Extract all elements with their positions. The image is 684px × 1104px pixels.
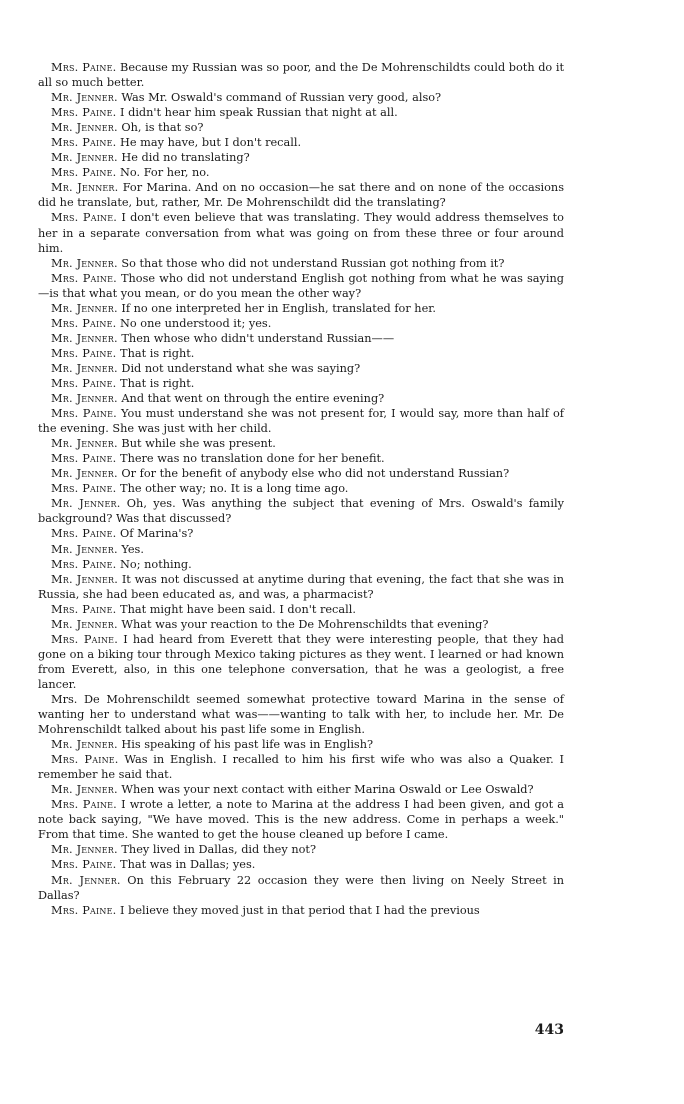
speaker-name: Mr. Jenner. xyxy=(51,497,121,511)
transcript-paragraph xyxy=(38,180,564,210)
speaker-name: Mr. Jenner. xyxy=(51,617,118,631)
spoken-text: Oh, yes. Was anything the subject that evening of Mrs. Oswald's family background? Was that discussed? xyxy=(38,497,564,526)
spoken-text: It was not discussed at anytime during that evening, the fact that she was in Russia, she had been educated as, and was, a pharmacist? xyxy=(38,572,564,601)
spoken-text: Of Marina's? xyxy=(120,527,194,541)
transcript-paragraph xyxy=(38,632,564,692)
speaker-name: Mr. Jenner. xyxy=(51,873,121,887)
speaker-name: Mr. Jenner. xyxy=(51,738,118,752)
speaker-name: Mr. Jenner. xyxy=(51,151,118,165)
speaker-name: Mrs. Paine. xyxy=(51,271,117,285)
transcript-paragraph xyxy=(38,391,564,406)
spoken-text: There was no translation done for her benefit. xyxy=(120,452,385,466)
speaker-name: Mrs. Paine. xyxy=(51,452,117,466)
speaker-name: Mr. Jenner. xyxy=(51,572,119,586)
transcript-paragraph xyxy=(38,436,564,451)
spoken-text: When was your next contact with either Marina Oswald or Lee Oswald? xyxy=(121,783,534,797)
spoken-text: Oh, is that so? xyxy=(121,121,204,135)
speaker-name: Mr. Jenner. xyxy=(51,437,118,451)
spoken-text: What was your reaction to the De Mohrenschildts that evening? xyxy=(121,617,489,631)
spoken-text: That might have been said. I don't recall. xyxy=(120,602,356,616)
spoken-text: You must understand she was not present for, I would say, more than half of the evening. She was just with her child. xyxy=(38,407,564,436)
transcript-paragraph xyxy=(38,271,564,301)
transcript-paragraph xyxy=(38,210,564,255)
transcript-paragraph xyxy=(38,301,564,316)
speaker-name: Mr. Jenner. xyxy=(51,843,118,857)
transcript-paragraph xyxy=(38,617,564,632)
spoken-text: For Marina. And on no occasion—he sat there and on none of the occasions did he translate, but, rather, Mr. De Mohrenschildt did the translating? xyxy=(38,181,564,210)
speaker-name: Mrs. Paine. xyxy=(51,482,117,496)
spoken-text: That is right. xyxy=(120,346,195,360)
transcript-paragraph xyxy=(38,752,564,782)
speaker-name: Mr. Jenner. xyxy=(51,181,119,195)
speaker-name: Mrs. Paine. xyxy=(51,557,117,571)
speaker-name: Mr. Jenner. xyxy=(51,121,118,135)
spoken-text: I didn't hear him speak Russian that night at all. xyxy=(120,106,398,120)
speaker-name: Mrs. Paine. xyxy=(51,346,117,360)
speaker-name: Mrs. Paine. xyxy=(51,527,117,541)
speaker-name: Mr. Jenner. xyxy=(51,361,118,375)
speaker-name: Mrs. Paine. xyxy=(51,211,118,225)
transcript-paragraph xyxy=(38,737,564,752)
spoken-text: Those who did not understand English got nothing from what he was saying—is that what you mean, or do you mean the other way? xyxy=(38,271,564,300)
spoken-text: Then whose who didn't understand Russian—— xyxy=(121,331,395,345)
speaker-name: Mrs. Paine. xyxy=(51,106,117,120)
speaker-name: Mrs. Paine. xyxy=(51,376,117,390)
transcript-paragraph xyxy=(38,602,564,617)
transcript-paragraph xyxy=(38,481,564,496)
speaker-name: Mr. Jenner. xyxy=(51,91,118,105)
speaker-name: Mrs. Paine. xyxy=(51,316,117,330)
transcript-paragraph xyxy=(38,797,564,842)
transcript-paragraph xyxy=(38,120,564,135)
transcript-paragraph xyxy=(38,376,564,391)
spoken-text: But while she was present. xyxy=(121,437,276,451)
speaker-name: Mr. Jenner. xyxy=(51,256,118,270)
transcript-paragraph xyxy=(38,782,564,797)
transcript-paragraph xyxy=(38,346,564,361)
spoken-text: I don't even believe that was translating. They would address themselves to her in a separate conversation from what was going on from these three or four around him. xyxy=(38,211,564,255)
transcript-paragraph xyxy=(38,526,564,541)
transcript-paragraph xyxy=(38,316,564,331)
speaker-name: Mrs. Paine. xyxy=(51,166,117,180)
transcript-paragraph xyxy=(38,496,564,526)
transcript-paragraph xyxy=(38,466,564,481)
spoken-text: He may have, but I don't recall. xyxy=(120,136,302,150)
transcript-paragraph xyxy=(38,165,564,180)
transcript-paragraph xyxy=(38,542,564,557)
speaker-name: Mr. Jenner. xyxy=(51,331,118,345)
transcript-paragraph xyxy=(38,572,564,602)
transcript-paragraph xyxy=(38,361,564,376)
spoken-text: On this February 22 occasion they were then living on Neely Street in Dallas? xyxy=(38,873,565,902)
transcript-paragraph xyxy=(38,557,564,572)
transcript-paragraph xyxy=(38,135,564,150)
transcript-paragraph xyxy=(38,150,564,165)
spoken-text: Because my Russian was so poor, and the De Mohrenschildts could both do it all so much better. xyxy=(38,61,564,90)
spoken-text: That is right. xyxy=(120,376,195,390)
spoken-text: No; nothing. xyxy=(120,557,192,571)
spoken-text: No. For her, no. xyxy=(120,166,210,180)
transcript-paragraph xyxy=(38,842,564,857)
transcript-paragraph xyxy=(38,105,564,120)
speaker-name: Mrs. Paine. xyxy=(51,753,119,767)
spoken-text: Did not understand what she was saying? xyxy=(121,361,361,375)
spoken-text: If no one interpreted her in English, translated for her. xyxy=(121,301,437,315)
spoken-text: Yes. xyxy=(121,542,144,556)
spoken-text: The other way; no. It is a long time ago. xyxy=(120,482,349,496)
speaker-name: Mrs. Paine. xyxy=(51,632,119,646)
spoken-text: So that those who did not understand Russian got nothing from it? xyxy=(121,256,505,270)
speaker-name: Mr. Jenner. xyxy=(51,392,118,406)
transcript-paragraph xyxy=(38,451,564,466)
speaker-name: Mrs. Paine. xyxy=(51,798,117,812)
transcript-paragraph xyxy=(38,692,564,737)
spoken-text: No one understood it; yes. xyxy=(120,316,272,330)
speaker-name: Mrs. Paine. xyxy=(51,407,117,421)
transcript-paragraph xyxy=(38,857,564,872)
spoken-text: He did no translating? xyxy=(121,151,250,165)
speaker-name: Mr. Jenner. xyxy=(51,783,118,797)
spoken-text: Was Mr. Oswald's command of Russian very good, also? xyxy=(121,91,442,105)
spoken-text: I believe they moved just in that period that I had the previous xyxy=(120,903,480,917)
spoken-text: Or for the benefit of anybody else who did not understand Russian? xyxy=(121,467,510,481)
speaker-name: Mrs. Paine. xyxy=(51,858,117,872)
spoken-text: I wrote a letter, a note to Marina at the address I had been given, and got a note back saying, "We have moved. This is the new address. Come in perhaps a week." From that time. She wanted to get the house cleaned up before I came. xyxy=(38,798,564,842)
speaker-name: Mrs. Paine. xyxy=(51,903,117,917)
transcript-paragraph xyxy=(38,903,564,918)
transcript-paragraph xyxy=(38,873,564,903)
transcript-paragraph xyxy=(38,60,564,90)
speaker-name: Mr. Jenner. xyxy=(51,542,118,556)
spoken-text: His speaking of his past life was in English? xyxy=(121,738,374,752)
transcript-paragraph xyxy=(38,256,564,271)
spoken-text: They lived in Dallas, did they not? xyxy=(121,843,317,857)
speaker-name: Mrs. Paine. xyxy=(51,61,117,74)
transcript-paragraph xyxy=(38,90,564,105)
transcript-paragraph xyxy=(38,331,564,346)
speaker-name: Mrs. Paine. xyxy=(51,136,117,150)
spoken-text: Mrs. De Mohrenschildt seemed somewhat protective toward Marina in the sense of wanting her to understand what was——wanting to talk with her, to include her. Mr. De Mohrenschildt talked about his past life some in English. xyxy=(38,692,564,737)
spoken-text: Was in English. I recalled to him his first wife who was also a Quaker. I remember he said that. xyxy=(38,753,564,782)
speaker-name: Mr. Jenner. xyxy=(51,467,118,481)
testimony-transcript xyxy=(38,60,564,918)
speaker-name: Mrs. Paine. xyxy=(51,602,117,616)
transcript-paragraph xyxy=(38,406,564,436)
spoken-text: And that went on through the entire evening? xyxy=(121,392,385,406)
spoken-text: That was in Dallas; yes. xyxy=(120,858,256,872)
speaker-name: Mr. Jenner. xyxy=(51,301,118,315)
page-number: 443 xyxy=(534,1022,564,1038)
spoken-text: I had heard from Everett that they were interesting people, that they had gone on a biking tour through Mexico taking pictures as they went. I learned or had known from Everett, also, in this one telephone conversation, that he was a geologist, a free lancer. xyxy=(38,632,565,691)
